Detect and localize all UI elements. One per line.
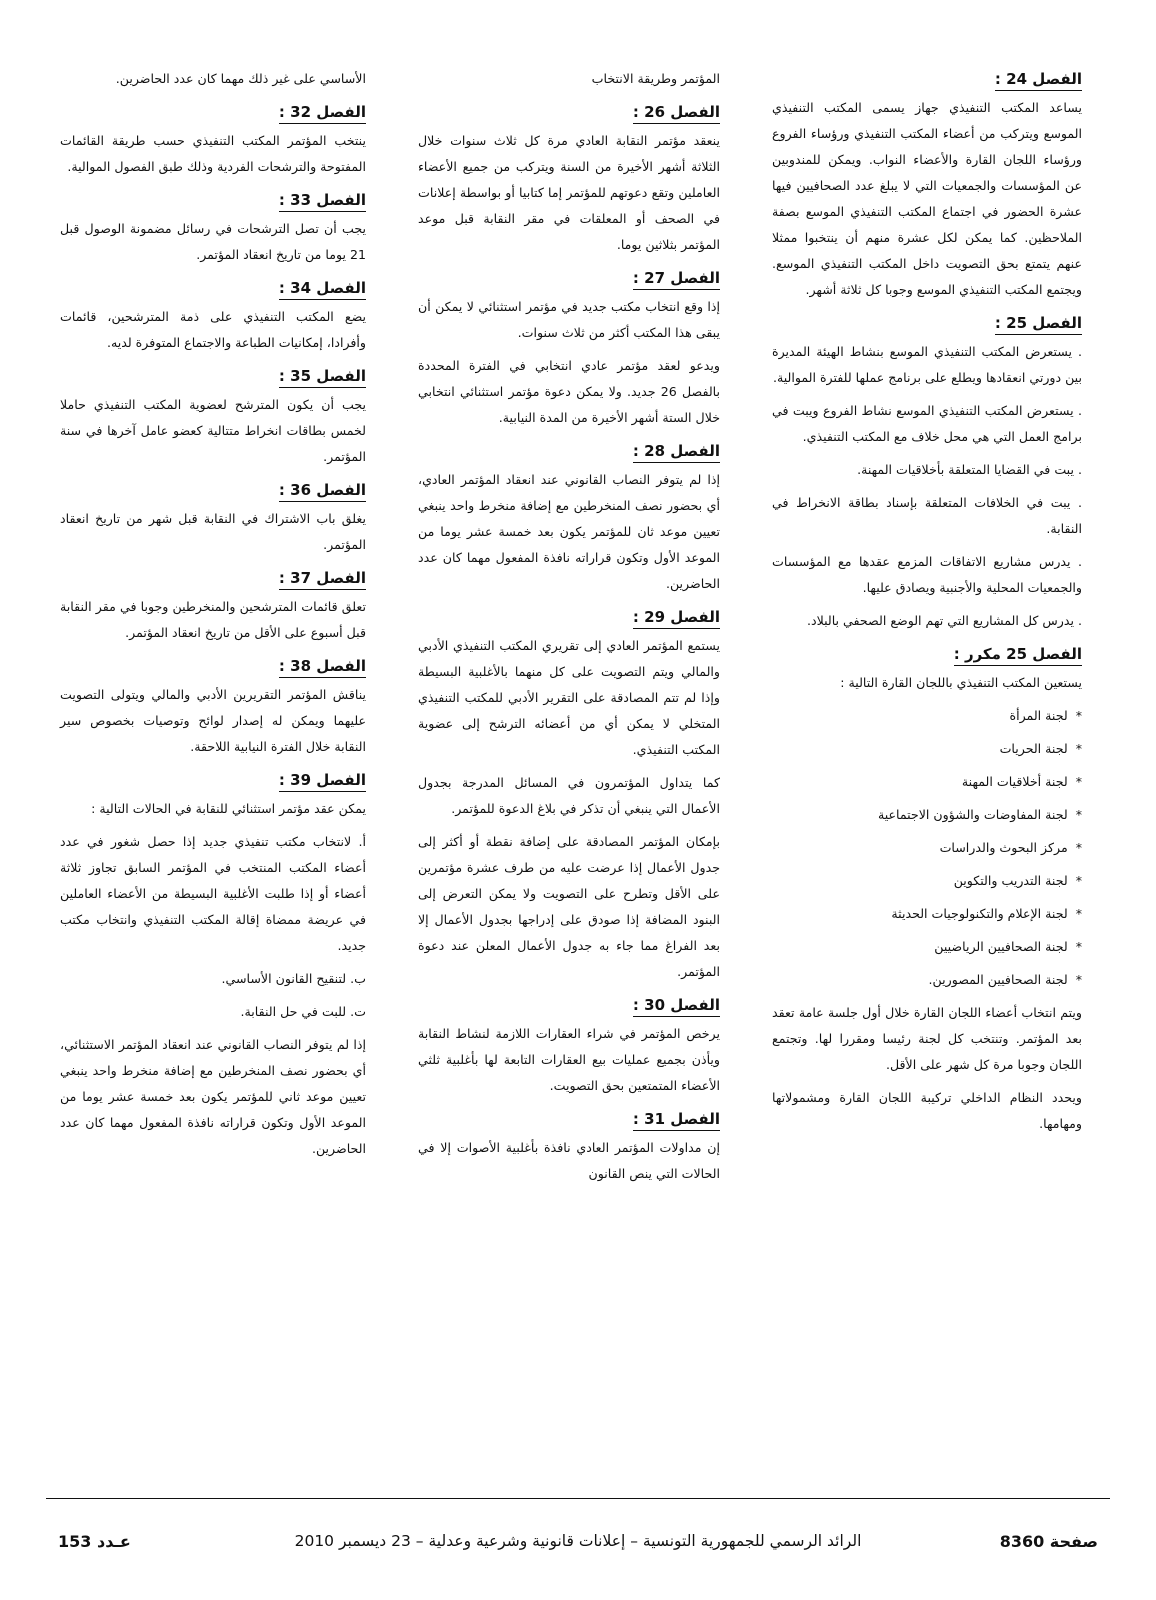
section-heading: الفصل 36 : <box>279 479 366 502</box>
page-footer <box>46 1532 1110 1562</box>
paragraph: يغلق باب الاشتراك في النقابة قبل شهر من تاريخ انعقاد المؤتمر. <box>60 511 366 552</box>
bullet-star-icon: * <box>1075 840 1082 855</box>
section-heading: الفصل 25 : <box>995 312 1082 335</box>
paragraph: . يستعرض المكتب التنفيذي الموسع بنشاط الهيئة المديرة بين دورتي انعقادها ويطلع على برنامج عملها للفترة الموالية. <box>772 344 1082 385</box>
section-heading-wrap <box>772 310 1082 339</box>
section-heading-wrap <box>418 992 720 1021</box>
bullet-star-icon: * <box>1075 708 1082 723</box>
section-heading-wrap <box>60 477 366 506</box>
section-heading: الفصل 38 : <box>279 655 366 678</box>
paragraph: أ. لانتخاب مكتب تنفيذي جديد إذا حصل شغور في عدد أعضاء المكتب المنتخب في المؤتمر السابق تجاوز ثلاثة أعضاء أو إذا طلبت الأغلبية البسيطة من الأعضاء العاملين في عريضة ممضاة إقالة المكتب التنفيذي وانتخاب مكتب جديد. <box>60 834 366 953</box>
paragraph: . يدرس كل المشاريع التي تهم الوضع الصحفي بالبلاد. <box>806 613 1082 628</box>
paragraph: يجب أن تصل الترشحات في رسائل مضمونة الوصول قبل 21 يوما من تاريخ انعقاد المؤتمر. <box>60 221 366 262</box>
section-heading: الفصل 35 : <box>279 365 366 388</box>
paragraph: الأساسي على غير ذلك مهما كان عدد الحاضرين. <box>115 71 366 86</box>
paragraph: يرخص المؤتمر في شراء العقارات اللازمة لنشاط النقابة ويأذن بجميع عمليات بيع العقارات التابعة لها بأغلبية ثلثي الأعضاء المتمتعين بحق التصويت. <box>418 1026 720 1093</box>
list-item-text: لجنة الصحافيين المصورين. <box>928 972 1068 987</box>
list-item-text: لجنة الصحافيين الرياضيين <box>934 939 1068 954</box>
publication-line: الرائد الرسمي للجمهورية التونسية – إعلانات قانونية وشرعية وعدلية – 23 ديسمبر 2010 <box>294 1532 862 1550</box>
section-heading-wrap <box>60 767 366 796</box>
list-item <box>772 703 1082 729</box>
list-item-text: مركز البحوث والدراسات <box>939 840 1068 855</box>
paragraph: كما يتداول المؤتمرون في المسائل المدرجة بجدول الأعمال التي ينبغي أن تذكر في بلاغ الدعوة للمؤتمر. <box>418 775 720 816</box>
paragraph: إذا وقع انتخاب مكتب جديد في مؤتمر استثنائي لا يمكن أن يبقى هذا المكتب أكثر من ثلاث سنوات. <box>418 299 720 340</box>
section-heading: الفصل 27 : <box>633 267 720 290</box>
bullet-star-icon: * <box>1075 906 1082 921</box>
paragraph: ب. لتنقيح القانون الأساسي. <box>221 971 366 986</box>
section-heading-wrap <box>418 265 720 294</box>
list-item <box>772 868 1082 894</box>
page-number: صفحة 8360 <box>999 1532 1098 1551</box>
section-heading: الفصل 25 مكرر : <box>954 643 1082 666</box>
section-heading-wrap <box>418 99 720 128</box>
section-heading-wrap <box>60 565 366 594</box>
section-heading: الفصل 34 : <box>279 277 366 300</box>
section-heading-wrap <box>60 99 366 128</box>
paragraph: يستعين المكتب التنفيذي باللجان القارة التالية : <box>840 675 1082 690</box>
section-heading: الفصل 30 : <box>633 994 720 1017</box>
paragraph: بإمكان المؤتمر المصادقة على إضافة نقطة أو أكثر إلى جدول الأعمال إذا عرضت عليه من طرف عشرة مؤتمرين على الأقل وتطرح على التصويت ولا يمكن التعرض إلى البنود المضافة إذا صودق على إدراجها بجدول الأعمال إلا بعد الفراغ مما جاء به جدول الأعمال المعلن عند دعوة المؤتمر. <box>418 834 720 979</box>
list-item-text: لجنة المرأة <box>1009 708 1068 723</box>
section-heading-wrap <box>60 363 366 392</box>
paragraph: إذا لم يتوفر النصاب القانوني عند انعقاد المؤتمر الاستثنائي، أي بحضور نصف المنخرطين مع إضافة منخرط واحد ينبغي تعيين موعد ثاني للمؤتمر يكون بعد خمسة عشر يوما من الموعد الأول وتكون قراراته نافذة المفعول مهما كان عدد الحاضرين. <box>60 1037 366 1156</box>
list-item <box>772 934 1082 960</box>
paragraph: يجب أن يكون المترشح لعضوية المكتب التنفيذي حاملا لخمس بطاقات انخراط متتالية كعضو عامل آخرها في سنة المؤتمر. <box>60 397 366 464</box>
list-item <box>772 967 1082 993</box>
paragraph: . يستعرض المكتب التنفيذي الموسع نشاط الفروع ويبت في برامج العمل التي هي محل خلاف مع المكتب التنفيذي. <box>772 403 1082 444</box>
paragraph: ينتخب المؤتمر المكتب التنفيذي حسب طريقة القائمات المفتوحة والترشحات الفردية وذلك طبق الفصول الموالية. <box>60 133 366 174</box>
section-heading-wrap <box>772 66 1082 95</box>
paragraph: يستمع المؤتمر العادي إلى تقريري المكتب التنفيذي الأدبي والمالي ويتم التصويت على كل منهما بالأغلبية البسيطة وإذا لم تتم المصادقة على التقرير الأدبي للمكتب التنفيذي المتخلي لا يمكن أي من أعضائه الترشح إلى عضوية المكتب التنفيذي. <box>418 638 720 757</box>
section-heading-wrap <box>60 275 366 304</box>
section-heading-wrap <box>772 641 1082 670</box>
list-item <box>772 769 1082 795</box>
section-heading-wrap <box>60 187 366 216</box>
bullet-star-icon: * <box>1075 741 1082 756</box>
paragraph: ويدعو لعقد مؤتمر عادي انتخابي في الفترة المحددة بالفصل 26 جديد. ولا يمكن دعوة مؤتمر استثنائي انتخابي خلال الستة أشهر الأخيرة من المدة النيابية. <box>418 358 721 425</box>
left-column <box>60 66 366 1169</box>
bullet-star-icon: * <box>1075 939 1082 954</box>
paragraph: ت. للبت في حل النقابة. <box>240 1004 366 1019</box>
paragraph: إن مداولات المؤتمر العادي نافذة بأغلبية الأصوات إلا في الحالات التي ينص القانون <box>418 1140 720 1181</box>
list-item-text: لجنة التدريب والتكوين <box>953 873 1068 888</box>
paragraph: . يدرس مشاريع الاتفاقات المزمع عقدها مع المؤسسات والجمعيات المحلية والأجنبية ويصادق عليها. <box>772 554 1082 595</box>
list-item-text: لجنة المفاوضات والشؤون الاجتماعية <box>877 807 1068 822</box>
section-heading-wrap <box>60 653 366 682</box>
section-heading-wrap <box>418 604 720 633</box>
footer-rule <box>46 1498 1110 1499</box>
paragraph: ويحدد النظام الداخلي تركيبة اللجان القارة ومشمولاتها ومهامها. <box>772 1090 1082 1131</box>
list-item-text: لجنة الحريات <box>999 741 1068 756</box>
section-heading: الفصل 31 : <box>633 1108 720 1131</box>
section-heading: الفصل 37 : <box>279 567 366 590</box>
issue-number: عـدد 153 <box>58 1532 131 1551</box>
paragraph: . يبت في القضايا المتعلقة بأخلاقيات المهنة. <box>857 462 1082 477</box>
section-heading: الفصل 28 : <box>633 440 720 463</box>
list-item-text: لجنة الإعلام والتكنولوجيات الحديثة <box>891 906 1068 921</box>
list-item <box>772 901 1082 927</box>
section-heading: الفصل 29 : <box>633 606 720 629</box>
section-heading: الفصل 24 : <box>995 68 1082 91</box>
section-heading: الفصل 39 : <box>279 769 366 792</box>
paragraph: تعلق قائمات المترشحين والمنخرطين وجوبا في مقر النقابة قبل أسبوع على الأقل من تاريخ انعقاد المؤتمر. <box>60 599 366 640</box>
bullet-star-icon: * <box>1075 873 1082 888</box>
list-item <box>772 736 1082 762</box>
paragraph: يساعد المكتب التنفيذي جهاز يسمى المكتب التنفيذي الموسع ويتركب من أعضاء المكتب التنفيذي ورؤساء الفروع ورؤساء اللجان القارة والأعضاء النواب. ويمكن للمندوبين عن المؤسسات والجمعيات التي لا يبلغ عدد الصحافيين فيها عشرة الحضور في اجتماع المكتب التنفيذي الموسع بصفة الملاحظين. كما يمكن لكل عشرة منهم أن ينتخبوا ممثلا عنهم يتمتع بحق التصويت داخل المكتب التنفيذي الموسع. ويجتمع المكتب التنفيذي الموسع وجوبا كل ثلاثة أشهر. <box>772 100 1082 297</box>
paragraph: إذا لم يتوفر النصاب القانوني عند انعقاد المؤتمر العادي، أي بحضور نصف المنخرطين مع إضافة منخرط واحد ينبغي تعيين موعد ثان للمؤتمر يكون بعد خمسة عشر يوما من الموعد الأول وتكون قراراته نافذة المفعول مهما كان عدد الحاضرين. <box>418 472 720 591</box>
middle-column <box>418 66 720 1194</box>
paragraph: . يبت في الخلافات المتعلقة بإسناد بطاقة الانخراط في النقابة. <box>772 495 1082 536</box>
bullet-star-icon: * <box>1075 972 1082 987</box>
bullet-star-icon: * <box>1075 807 1082 822</box>
bullet-star-icon: * <box>1075 774 1082 789</box>
paragraph: المؤتمر وطريقة الانتخاب <box>591 71 720 86</box>
section-heading: الفصل 26 : <box>633 101 720 124</box>
list-item-text: لجنة أخلاقيات المهنة <box>961 774 1068 789</box>
paragraph: يضع المكتب التنفيذي على ذمة المترشحين، قائمات وأفرادا، إمكانيات الطباعة والاجتماع المتوفرة لديه. <box>60 309 366 350</box>
paragraph: يمكن عقد مؤتمر استثنائي للنقابة في الحالات التالية : <box>91 801 366 816</box>
right-column <box>772 66 1082 1144</box>
section-heading-wrap <box>418 438 720 467</box>
paragraph: ويتم انتخاب أعضاء اللجان القارة خلال أول جلسة عامة تعقد بعد المؤتمر. وتنتخب كل لجنة رئيسا ومقررا لها. وتجتمع اللجان وجوبا مرة كل شهر على الأقل. <box>772 1005 1082 1072</box>
list-item <box>772 802 1082 828</box>
paragraph: ينعقد مؤتمر النقابة العادي مرة كل ثلاث سنوات خلال الثلاثة أشهر الأخيرة من السنة ويتركب من جميع الأعضاء العاملين وتقع دعوتهم للمؤتمر إما كتابيا أو بواسطة إعلانات في الصحف أو المعلقات في مقر النقابة قبل موعد المؤتمر بثلاثين يوما. <box>418 133 720 252</box>
list-item <box>772 835 1082 861</box>
section-heading: الفصل 32 : <box>279 101 366 124</box>
section-heading-wrap <box>418 1106 720 1135</box>
paragraph: يناقش المؤتمر التقريرين الأدبي والمالي ويتولى التصويت عليهما ويمكن له إصدار لوائح وتوصيات بخصوص سير النقابة خلال الفترة النيابية اللاحقة. <box>60 687 366 754</box>
section-heading: الفصل 33 : <box>279 189 366 212</box>
